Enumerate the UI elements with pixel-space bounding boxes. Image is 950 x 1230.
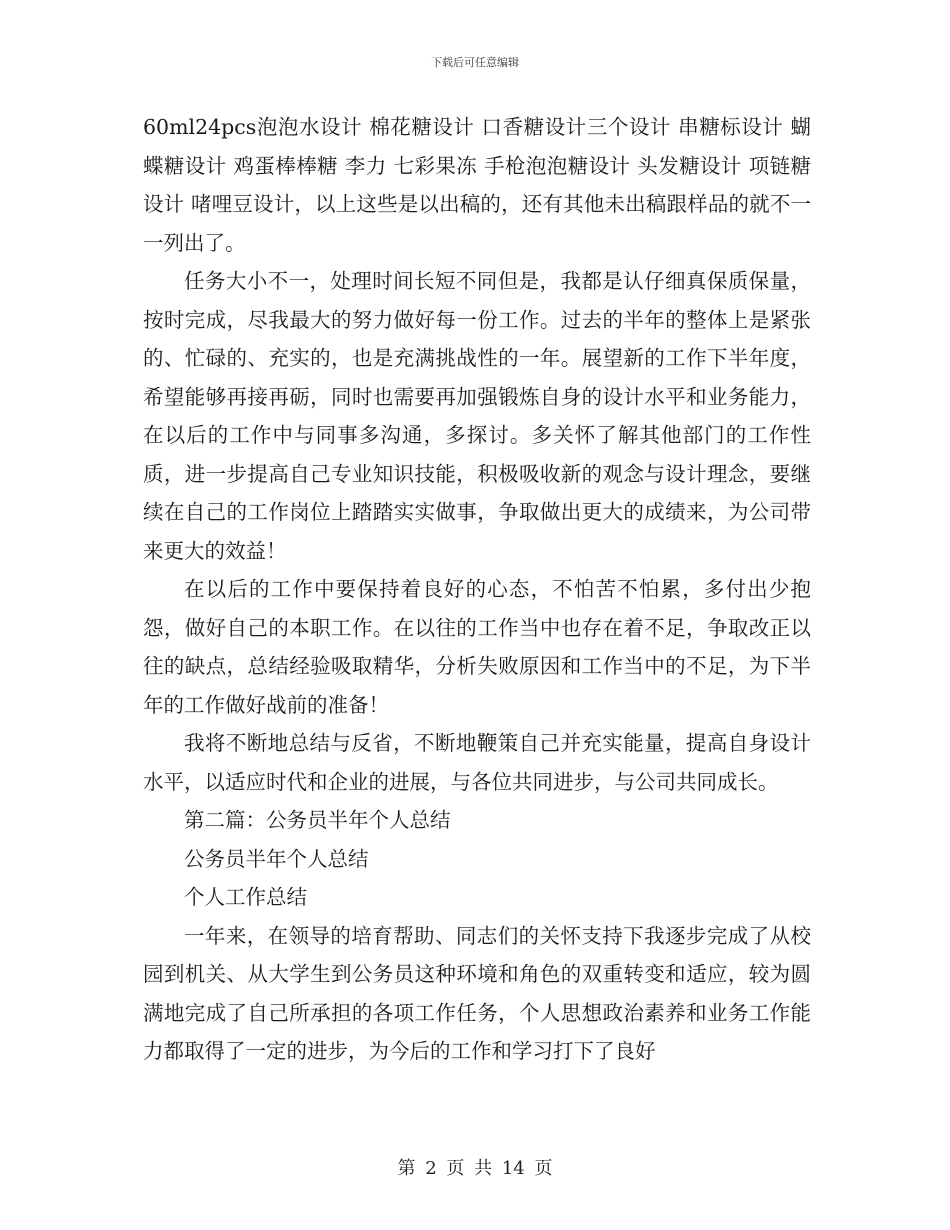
- document-body: [143, 108, 811, 1071]
- paragraph-year-review: 一年来，在领导的培育帮助、同志们的关怀支持下我逐步完成了从校园到机关、从大学生到公务员这种环境和角色的双重转变和适应，较为圆满地完成了自己所承担的各项工作任务，个人思想政治素养和业务工作能力都取得了一定的进步，为今后的工作和学习打下了良好: [143, 923, 811, 1063]
- section-subtitle: 公务员半年个人总结: [184, 846, 369, 871]
- paragraph-task-summary: 任务大小不一，处理时间长短不同但是，我都是认仔细真保质保量，按时完成，尽我最大的努力做好每一份工作。过去的半年的整体上是紧张的、忙碌的、充实的，也是充满挑战性的一年。展望新的工作下半年度，希望能够再接再砺，同时也需要再加强锻炼自身的设计水平和业务能力，在以后的工作中与同事多沟通，多探讨。多关怀了解其他部门的工作性质，进一步提高自己专业知识技能，积极吸收新的观念与设计理念，要继续在自己的工作岗位上踏踏实实做事，争取做出更大的成绩来，为公司带来更大的效益！: [143, 269, 811, 563]
- paragraph-attitude: 在以后的工作中要保持着良好的心态，不怕苦不怕累，多付出少抱怨，做好自己的本职工作。在以往的工作当中也存在着不足，争取改正以往的缺点，总结经验吸取精华，分析失败原因和工作当中的不足，为下半年的工作做好战前的准备！: [143, 577, 811, 717]
- section-subheading: 个人工作总结: [184, 885, 307, 909]
- page-number-footer: 第 2 页 共 14 页: [397, 1158, 553, 1179]
- paragraph-reflection: 我将不断地总结与反省，不断地鞭策自己并充实能量，提高自身设计水平，以适应时代和企业的进展，与各位共同进步，与公司共同成长。: [143, 731, 811, 794]
- section-heading-part-two: 第二篇：公务员半年个人总结: [184, 808, 451, 832]
- paragraph-design-list: 60ml24pcs泡泡水设计 棉花糖设计 口香糖设计三个设计 串糖标设计 蝴蝶糖设计 鸡蛋棒棒糖 李力 七彩果冻 手枪泡泡糖设计 头发糖设计 项链糖设计 啫哩豆设计，以上这些是以出稿的，还有其他未出稿跟样品的就不一一列出了。: [143, 115, 811, 255]
- page-header-note: 下载后可任意编辑: [431, 56, 519, 69]
